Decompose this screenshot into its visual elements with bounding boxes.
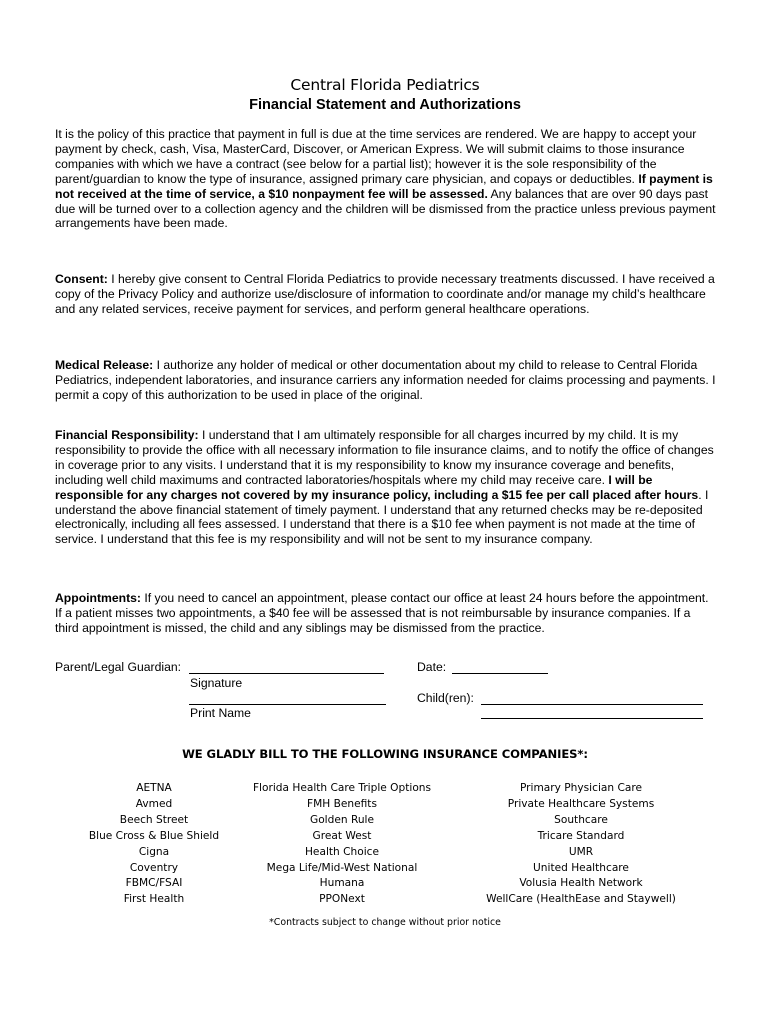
insurance-item: Private Healthcare Systems: [507, 797, 655, 810]
insurance-item: United Healthcare: [533, 861, 629, 874]
insurance-column-3: [464, 781, 698, 908]
children-label: Child(ren):: [417, 691, 474, 705]
insurance-item: Blue Cross & Blue Shield: [88, 829, 220, 842]
insurance-item: UMR: [568, 845, 594, 858]
insurance-item: Health Choice: [304, 845, 380, 858]
financial-responsibility-text-2: . I understand the above financial statement of timely payment. I understand that any returned checks may be re-deposited electronically, including all fees assessed. I understand that there is a $10 fee when payment is not made at the time of service. I understand that this fee is my responsibility and will not be sent to my insurance company.: [55, 487, 709, 547]
consent-paragraph: [55, 272, 717, 317]
insurance-item: AETNA: [136, 782, 172, 794]
insurance-item: Golden Rule: [309, 813, 375, 826]
insurance-item: Mega Life/Mid-West National: [266, 861, 418, 874]
insurance-item: First Health: [123, 893, 185, 906]
appointments-text: If you need to cancel an appointment, please contact our office at least 24 hours before the appointment. If a patient misses two appointments, a $40 fee will be assessed that is not reimbursable by insurance companies. If a third appointment is missed, the child and any siblings may be dismissed from the practice.: [55, 591, 709, 635]
medical-release-text: I authorize any holder of medical or other documentation about my child to release to Central Florida Pediatrics, independent laboratories, and insurance carriers any information needed for claims processing and payments. I permit a copy of this authorization to be used in place of the original.: [55, 358, 716, 402]
insurance-item: Humana: [319, 877, 365, 890]
appointments-paragraph: [55, 591, 717, 636]
guardian-label: Parent/Legal Guardian:: [55, 660, 182, 674]
children-line-1[interactable]: [481, 704, 703, 705]
medical-release-label: Medical Release:: [55, 358, 154, 372]
insurance-item: Cigna: [138, 845, 170, 858]
insurance-item: Primary Physician Care: [519, 782, 642, 794]
medical-release-paragraph: [55, 358, 717, 403]
policy-bold-text: If payment is not received at the time of service, a $10 nonpayment fee will be assessed.: [55, 171, 713, 201]
guardian-signature-line[interactable]: [189, 673, 384, 674]
appointments-label: Appointments:: [55, 591, 141, 605]
insurance-item: Coventry: [129, 861, 179, 874]
insurance-item: Great West: [312, 829, 372, 842]
policy-text-2: Any balances that are over 90 days past due will be turned over to a collection agency and the children will be dismissed from the practice unless previous payment arrangements have been made.: [55, 186, 716, 231]
financial-responsibility-label: Financial Responsibility:: [55, 428, 199, 442]
insurance-item: Beech Street: [119, 813, 189, 826]
insurance-item: Volusia Health Network: [519, 877, 643, 890]
insurance-item: Avmed: [135, 797, 173, 810]
financial-responsibility-paragraph: [55, 428, 717, 547]
insurance-item: WellCare (HealthEase and Staywell): [486, 893, 676, 906]
insurance-column-2: [232, 781, 452, 908]
consent-label: Consent:: [55, 272, 108, 286]
insurance-heading: WE GLADLY BILL TO THE FOLLOWING INSURANCE COMPANIES*:: [182, 747, 588, 761]
print-name-line[interactable]: [189, 704, 386, 705]
insurance-item: FBMC/FSAI: [125, 877, 183, 890]
practice-name: Central Florida Pediatrics: [290, 76, 480, 94]
insurance-column-1: [54, 781, 254, 908]
children-line-2[interactable]: [481, 718, 703, 719]
policy-text-1: It is the policy of this practice that payment in full is due at the time services are rendered. We are happy to accept your payment by check, cash, Visa, MasterCard, Discover, or American Express. We will submit claims to those insurance companies with which we have a contract (see below for a partial list); however it is the sole responsibility of the parent/guardian to know the type of insurance, assigned primary care physician, and copays or deductibles.: [55, 127, 697, 186]
policy-paragraph: [55, 127, 717, 231]
insurance-item: PPONext: [319, 893, 365, 906]
insurance-item: Tricare Standard: [537, 829, 625, 842]
print-name-caption: Print Name: [190, 706, 251, 720]
form-title: Financial Statement and Authorizations: [249, 97, 521, 113]
consent-text: I hereby give consent to Central Florida Pediatrics to provide necessary treatments discussed. I have received a copy of the Privacy Policy and authorize use/disclosure of information to coordinate and/or manage my child’s healthcare and any related services, receive payment for services, and perform general healthcare operations.: [55, 272, 715, 316]
signature-caption: Signature: [190, 676, 243, 690]
insurance-item: Florida Health Care Triple Options: [252, 782, 432, 794]
insurance-item: Southcare: [554, 813, 608, 826]
financial-responsibility-text-1: I understand that I am ultimately responsible for all charges incurred by my child. It is my responsibility to provide the office with all necessary information to file insurance claims, and to notify the office of changes in coverage prior to any visits. I understand that it is my responsibility to know my insurance coverage and benefits, including well child maximums and contracted laboratories/hospitals where my child may receive care.: [55, 428, 714, 487]
insurance-item: FMH Benefits: [307, 797, 377, 810]
date-line[interactable]: [452, 673, 548, 674]
contracts-footnote: *Contracts subject to change without prior notice: [269, 917, 501, 928]
financial-responsibility-bold-text: I will be responsible for any charges not covered by my insurance policy, including a $15 fee per call placed after hours: [55, 472, 699, 502]
date-label: Date:: [417, 660, 447, 674]
